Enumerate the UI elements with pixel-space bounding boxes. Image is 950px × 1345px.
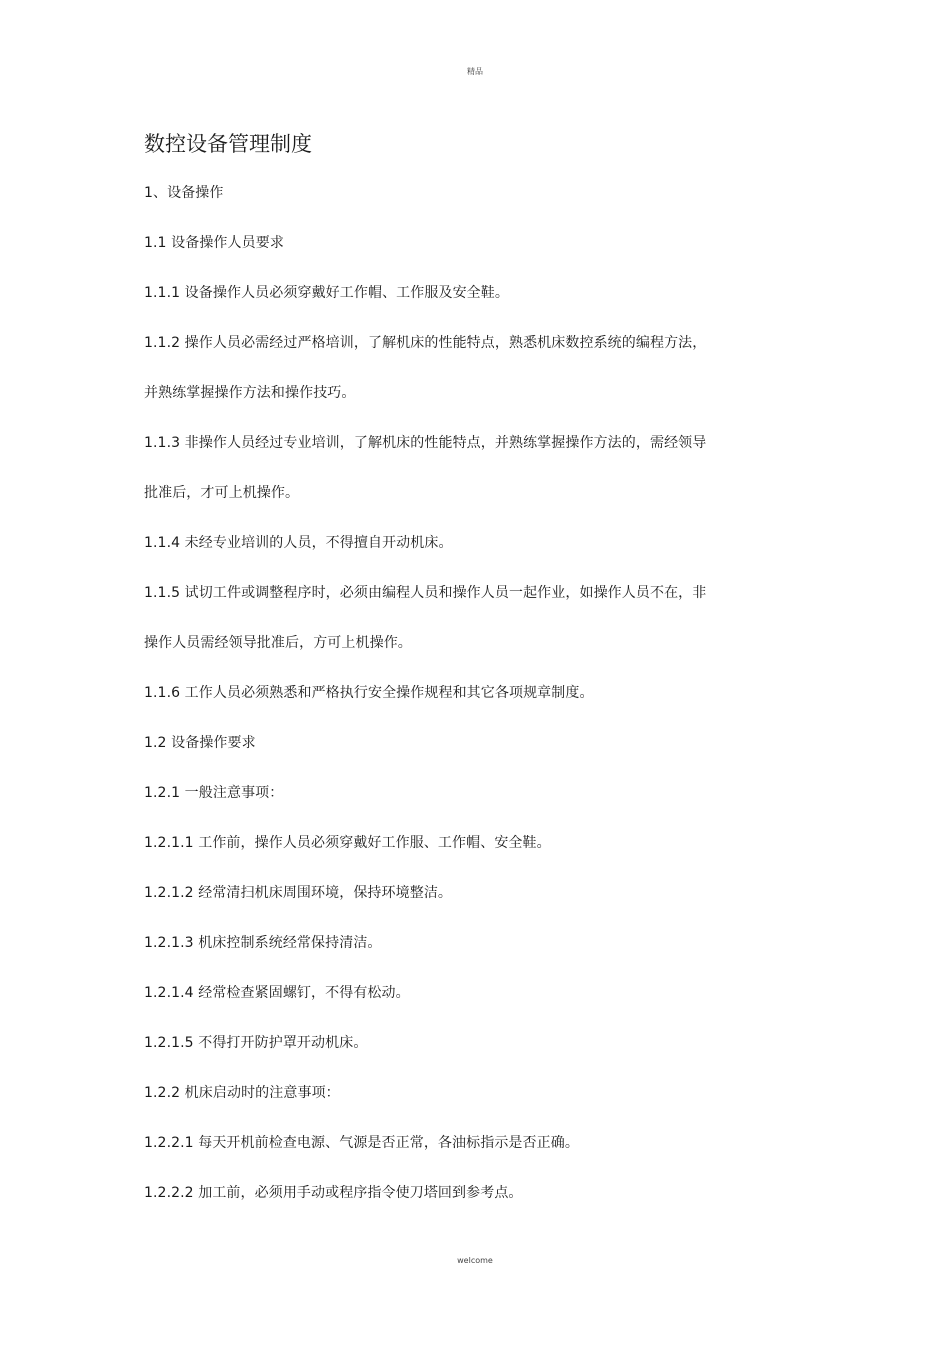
body-line: 1.2.1.2 经常清扫机床周围环境，保持环境整洁。 — [144, 885, 453, 901]
body-line: 1.2.2.2 加工前，必须用手动或程序指令使刀塔回到参考点。 — [144, 1185, 523, 1201]
body-line: 1.2.1.1 工作前，操作人员必须穿戴好工作服、工作帽、安全鞋。 — [144, 835, 551, 851]
body-line: 1.2.2 机床启动时的注意事项： — [144, 1085, 340, 1101]
page-header-watermark: 精品 — [467, 67, 483, 76]
body-line: 并熟练掌握操作方法和操作技巧。 — [144, 385, 356, 401]
body-line: 1.2.1 一般注意事项： — [144, 785, 284, 801]
body-line: 1.1.3 非操作人员经过专业培训，了解机床的性能特点，并熟练掌握操作方法的，需经领导 — [144, 435, 707, 451]
body-line: 1.1.1 设备操作人员必须穿戴好工作帽、工作服及安全鞋。 — [144, 285, 509, 301]
body-line: 1.2.1.5 不得打开防护罩开动机床。 — [144, 1035, 368, 1051]
document-body — [144, 180, 764, 1230]
body-line: 1.1.5 试切工件或调整程序时，必须由编程人员和操作人员一起作业，如操作人员不在，非 — [144, 585, 707, 601]
document-title: 数控设备管理制度 — [144, 132, 312, 156]
body-line: 操作人员需经领导批准后，方可上机操作。 — [144, 635, 412, 651]
body-line: 1.2.1.3 机床控制系统经常保持清洁。 — [144, 935, 382, 951]
body-line: 1、设备操作 — [144, 185, 224, 201]
body-line: 1.1.6 工作人员必须熟悉和严格执行安全操作规程和其它各项规章制度。 — [144, 685, 594, 701]
body-line: 1.1.4 未经专业培训的人员，不得擅自开动机床。 — [144, 535, 453, 551]
body-line: 1.1 设备操作人员要求 — [144, 235, 284, 251]
body-line: 批准后，才可上机操作。 — [144, 485, 300, 501]
body-line: 1.2.2.1 每天开机前检查电源、气源是否正常，各油标指示是否正确。 — [144, 1135, 579, 1151]
body-line: 1.2 设备操作要求 — [144, 735, 256, 751]
body-line: 1.1.2 操作人员必需经过严格培训，了解机床的性能特点，熟悉机床数控系统的编程方法， — [144, 335, 707, 351]
body-line: 1.2.1.4 经常检查紧固螺钉，不得有松动。 — [144, 985, 410, 1001]
page-footer-watermark: welcome — [457, 1256, 493, 1265]
